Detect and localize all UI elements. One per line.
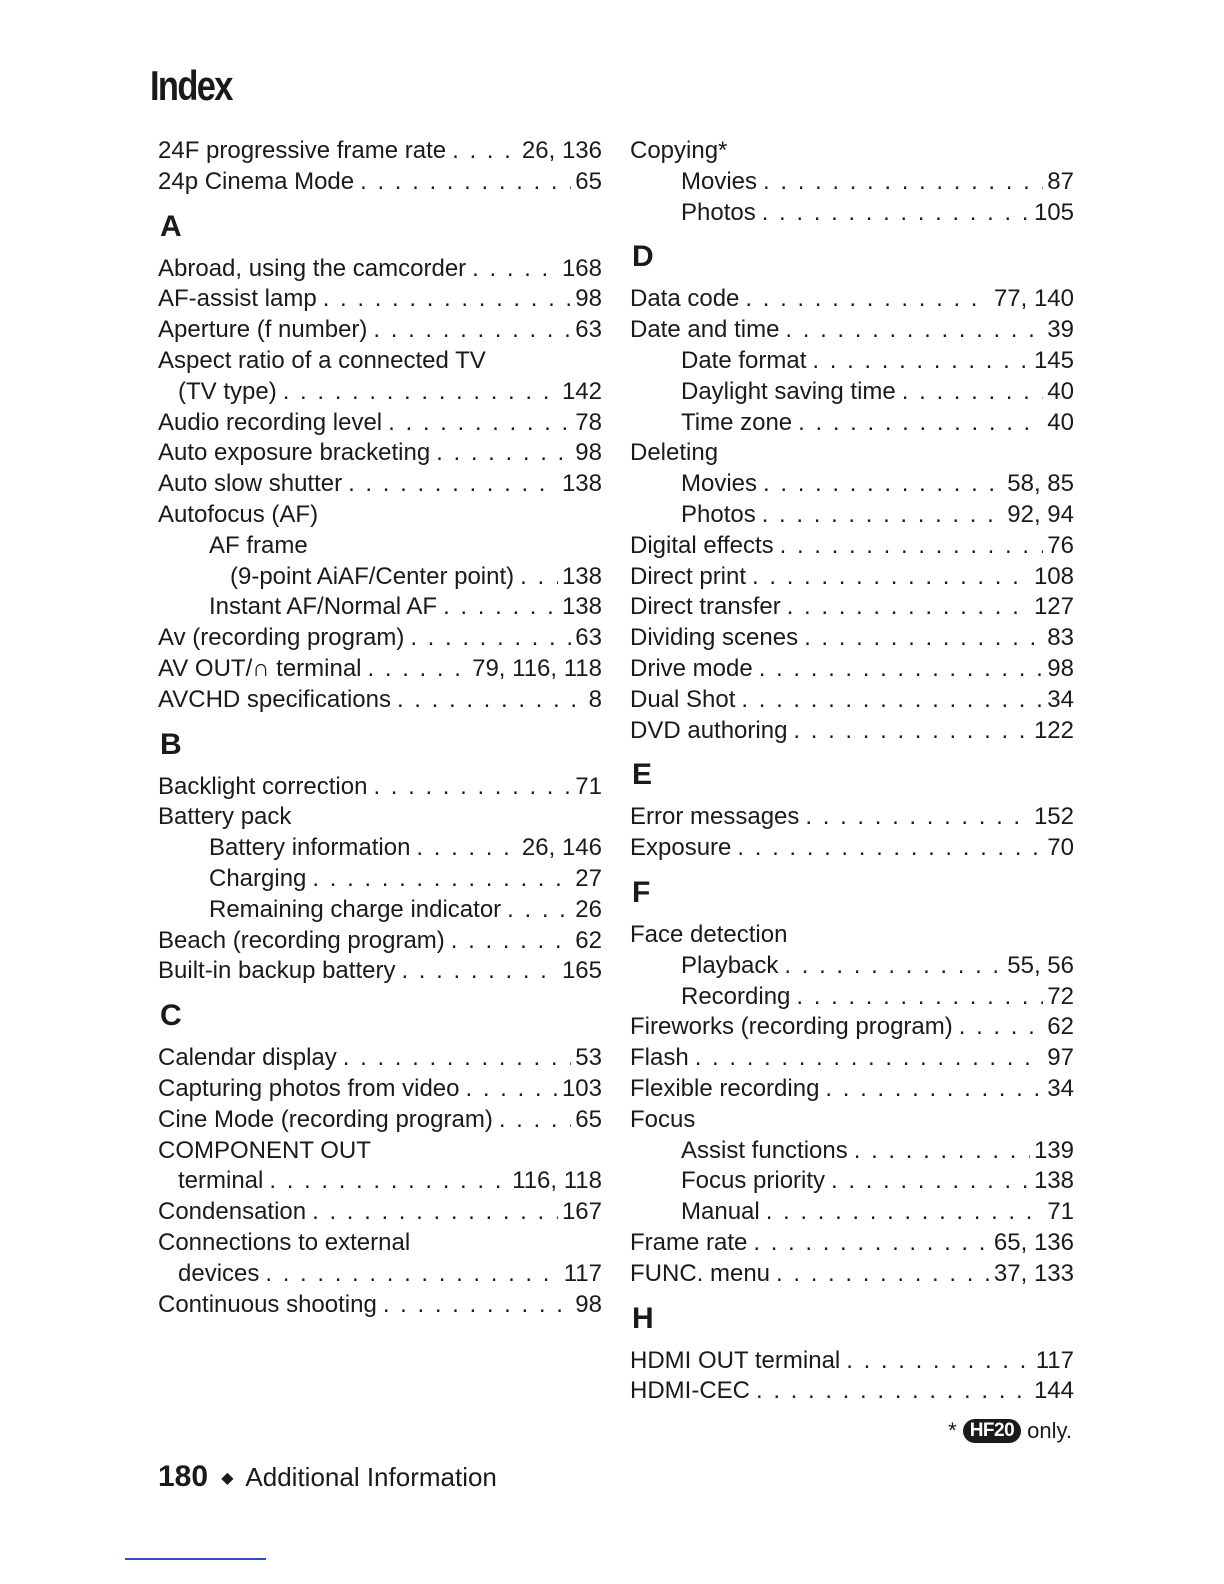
index-entry: [158, 167, 602, 198]
entry-label: Movies: [681, 167, 758, 195]
entry-label: Auto exposure bracketing: [158, 439, 431, 467]
footnote-text: only.: [1027, 1418, 1072, 1443]
dot-leader: [436, 438, 571, 469]
entry-label: Data code: [630, 285, 740, 313]
entry-label: Abroad, using the camcorder: [158, 254, 467, 282]
entry-label: Audio recording level: [158, 408, 383, 436]
index-entry: [158, 469, 602, 500]
entry-label: Photos: [681, 500, 756, 528]
entry-pages: 103: [561, 1074, 602, 1102]
entry-label: (TV type): [178, 377, 277, 405]
index-entry: [158, 654, 602, 685]
dot-leader: [762, 198, 1030, 229]
dot-leader: [507, 895, 571, 926]
dot-leader: [451, 926, 572, 957]
index-entry: [630, 1074, 1074, 1105]
entry-pages: 58, 85: [1007, 470, 1074, 498]
entry-pages: 34: [1047, 1074, 1074, 1102]
entry-pages: 92, 94: [1007, 500, 1074, 528]
section-letter: H: [632, 1301, 654, 1335]
index-entry: [630, 982, 1074, 1013]
section-letter: B: [160, 727, 182, 761]
entry-pages: 37, 133: [993, 1259, 1074, 1287]
index-entry: [630, 377, 1074, 408]
entry-pages: 105: [1033, 198, 1074, 226]
index-entry: [158, 895, 602, 926]
index-entry: [630, 1166, 1074, 1197]
entry-pages: 117: [1035, 1346, 1074, 1374]
bottom-rule: [125, 1558, 266, 1560]
index-entry: [630, 802, 1074, 833]
entry-pages: 97: [1047, 1044, 1074, 1072]
dot-leader: [452, 136, 518, 167]
entry-label: Face detection: [630, 920, 788, 948]
entry-pages: 98: [575, 285, 602, 313]
index-entry: [158, 623, 602, 654]
entry-pages: 71: [575, 772, 602, 800]
entry-label: AF-assist lamp: [158, 285, 317, 313]
index-entry: [630, 951, 1074, 982]
dot-leader: [780, 531, 1044, 562]
entry-label: COMPONENT OUT: [158, 1136, 371, 1164]
entry-pages: 138: [1033, 1167, 1074, 1195]
dot-leader: [265, 1259, 559, 1290]
section-letter: D: [632, 240, 654, 274]
entry-label: Condensation: [158, 1198, 307, 1226]
index-entry: [630, 1376, 1074, 1407]
entry-label: Playback: [681, 951, 779, 979]
entry-label: Date and time: [630, 316, 780, 344]
index-entry: [630, 1105, 1074, 1136]
entry-pages: 8: [588, 685, 602, 713]
entry-pages: 83: [1047, 624, 1074, 652]
dot-leader: [343, 1043, 572, 1074]
entry-label: Direct transfer: [630, 593, 781, 621]
dot-leader: [798, 408, 1043, 439]
entry-label: Manual: [681, 1198, 760, 1226]
dot-leader: [752, 562, 1030, 593]
entry-label: Battery information: [209, 834, 411, 862]
dot-leader: [741, 685, 1043, 716]
index-entry: [630, 500, 1074, 531]
index-entry: [158, 377, 602, 408]
dot-leader: [762, 500, 1004, 531]
dot-leader: [902, 377, 1044, 408]
entry-label: Aspect ratio of a connected TV: [158, 346, 486, 374]
entry-label: Focus: [630, 1105, 696, 1133]
index-entry: [630, 469, 1074, 500]
entry-label: Cine Mode (recording program): [158, 1105, 493, 1133]
entry-pages: 26, 146: [521, 834, 602, 862]
entry-pages: 72: [1047, 982, 1074, 1010]
entry-pages: 63: [575, 316, 602, 344]
index-entry: [630, 1043, 1074, 1074]
entry-label: Drive mode: [630, 654, 753, 682]
entry-label: Focus priority: [681, 1167, 826, 1195]
index-entry: [158, 531, 602, 562]
entry-pages: 39: [1047, 316, 1074, 344]
dot-leader: [825, 1074, 1043, 1105]
entry-label: Daylight saving time: [681, 377, 896, 405]
index-entry: [630, 716, 1074, 747]
index-entry: [158, 772, 602, 803]
index-entry: [630, 167, 1074, 198]
entry-label: Direct print: [630, 562, 747, 590]
entry-label: Flash: [630, 1044, 689, 1072]
index-entry: [630, 315, 1074, 346]
entry-pages: 53: [575, 1044, 602, 1072]
entry-label: Connections to external: [158, 1228, 411, 1256]
dot-leader: [283, 377, 558, 408]
entry-label: Charging: [209, 864, 307, 892]
entry-pages: 79, 116, 118: [472, 654, 602, 682]
entry-label: 24p Cinema Mode: [158, 167, 355, 195]
dot-leader: [804, 623, 1043, 654]
dot-leader: [312, 1197, 558, 1228]
index-entry: [158, 1166, 602, 1197]
index-entry: [630, 136, 1074, 167]
page-footer: [158, 1460, 497, 1494]
entry-label: Digital effects: [630, 531, 774, 559]
footnote: [948, 1418, 1072, 1444]
index-entry: [158, 926, 602, 957]
entry-label: Av (recording program): [158, 624, 405, 652]
section-letter: F: [632, 875, 651, 909]
entry-label: Instant AF/Normal AF: [209, 593, 438, 621]
entry-pages: 34: [1047, 685, 1074, 713]
index-entry: [630, 1012, 1074, 1043]
index-column-left: [158, 136, 602, 1320]
entry-label: Autofocus (AF): [158, 500, 319, 528]
entry-pages: 108: [1033, 562, 1074, 590]
dot-leader: [784, 951, 1003, 982]
entry-label: Assist functions: [681, 1136, 848, 1164]
entry-label: Aperture (f number): [158, 316, 368, 344]
entry-label: Time zone: [681, 408, 793, 436]
dot-leader: [348, 469, 558, 500]
dot-leader: [831, 1166, 1030, 1197]
section-title: Additional Information: [245, 1462, 497, 1492]
entry-label: DVD authoring: [630, 716, 788, 744]
entry-label: Continuous shooting: [158, 1290, 377, 1318]
entry-pages: 116, 118: [512, 1167, 602, 1195]
entry-pages: 71: [1047, 1198, 1074, 1226]
dot-leader: [695, 1043, 1044, 1074]
entry-pages: 98: [575, 439, 602, 467]
dot-leader: [373, 772, 571, 803]
section-letter: C: [160, 999, 182, 1033]
entry-pages: 40: [1047, 377, 1074, 405]
dot-leader: [383, 1290, 571, 1321]
entry-pages: 139: [1033, 1136, 1074, 1164]
dot-leader: [312, 864, 571, 895]
entry-pages: 145: [1033, 346, 1074, 374]
dot-leader: [785, 315, 1043, 346]
index-entry: [158, 956, 602, 987]
index-entry: [630, 1259, 1074, 1290]
index-entry: [158, 438, 602, 469]
entry-label: Exposure: [630, 834, 732, 862]
entry-pages: 98: [1047, 654, 1074, 682]
index-entry: [630, 623, 1074, 654]
index-entry: [630, 408, 1074, 439]
entry-pages: 40: [1047, 408, 1074, 436]
entry-label: Battery pack: [158, 803, 292, 831]
index-entry: [158, 1290, 602, 1321]
entry-label: Photos: [681, 198, 756, 226]
entry-pages: 138: [561, 562, 602, 590]
index-entry: [630, 346, 1074, 377]
entry-pages: 62: [575, 926, 602, 954]
entry-label: Error messages: [630, 803, 800, 831]
dot-leader: [443, 592, 558, 623]
index-entry: [630, 833, 1074, 864]
entry-label: Recording: [681, 982, 791, 1010]
entry-label: Dual Shot: [630, 685, 736, 713]
entry-label: Built-in backup battery: [158, 957, 396, 985]
index-entry: [158, 346, 602, 377]
entry-pages: 62: [1047, 1013, 1074, 1041]
entry-pages: 77, 140: [993, 285, 1074, 313]
diamond-icon: ◆: [221, 1470, 234, 1487]
index-entry: [158, 408, 602, 439]
entry-pages: 26, 136: [521, 137, 602, 164]
dot-leader: [520, 562, 558, 593]
entry-pages: 142: [561, 377, 602, 405]
entry-pages: 27: [575, 864, 602, 892]
index-entry: [630, 592, 1074, 623]
entry-pages: 168: [561, 254, 602, 282]
entry-label: Deleting: [630, 439, 719, 467]
entry-pages: 63: [575, 624, 602, 652]
entry-pages: 87: [1047, 167, 1074, 195]
page-number: 180: [158, 1460, 209, 1493]
entry-pages: 152: [1033, 803, 1074, 831]
index-entry: [158, 315, 602, 346]
dot-leader: [776, 1259, 990, 1290]
entry-label: 24F progressive frame rate: [158, 137, 447, 164]
entry-pages: 76: [1047, 531, 1074, 559]
entry-label: Date format: [681, 346, 807, 374]
index-entry: [158, 864, 602, 895]
dot-leader: [397, 685, 585, 716]
dot-leader: [759, 654, 1044, 685]
entry-label: devices: [178, 1259, 260, 1287]
index-entry: [630, 562, 1074, 593]
model-badge: HF20: [963, 1419, 1021, 1443]
dot-leader: [763, 167, 1043, 198]
index-entry: [630, 198, 1074, 229]
dot-leader: [846, 1346, 1031, 1377]
dot-leader: [766, 1197, 1044, 1228]
index-entry: [158, 254, 602, 285]
entry-label: AVCHD specifications: [158, 685, 391, 713]
index-entry: [158, 685, 602, 716]
index-entry: [158, 284, 602, 315]
dot-leader: [368, 654, 469, 685]
entry-label: Capturing photos from video: [158, 1074, 460, 1102]
index-entry: [158, 1105, 602, 1136]
dot-leader: [269, 1166, 508, 1197]
dot-leader: [854, 1136, 1030, 1167]
entry-label: Backlight correction: [158, 772, 368, 800]
dot-leader: [959, 1012, 1044, 1043]
entry-label: Fireworks (recording program): [630, 1013, 953, 1041]
entry-pages: 138: [561, 593, 602, 621]
index-entry: [630, 920, 1074, 951]
dot-leader: [793, 716, 1030, 747]
page-title: Index: [150, 62, 232, 109]
index-entry: [158, 592, 602, 623]
dot-leader: [812, 346, 1030, 377]
dot-leader: [499, 1105, 571, 1136]
entry-label: HDMI OUT terminal: [630, 1346, 841, 1374]
dot-leader: [360, 167, 571, 198]
index-entry: [158, 1228, 602, 1259]
dot-leader: [401, 956, 557, 987]
entry-pages: 144: [1033, 1377, 1074, 1405]
dot-leader: [805, 802, 1030, 833]
index-entry: [158, 1197, 602, 1228]
entry-pages: 65: [575, 167, 602, 195]
index-column-right: [630, 136, 1074, 1407]
entry-label: Remaining charge indicator: [209, 895, 502, 923]
index-entry: [630, 531, 1074, 562]
entry-label: Copying*: [630, 137, 728, 164]
index-entry: [630, 1228, 1074, 1259]
index-entry: [630, 1346, 1074, 1377]
entry-label: Beach (recording program): [158, 926, 445, 954]
dot-leader: [373, 315, 571, 346]
dot-leader: [753, 1228, 990, 1259]
entry-pages: 98: [575, 1290, 602, 1318]
entry-pages: 26: [575, 895, 602, 923]
entry-pages: 117: [563, 1259, 602, 1287]
index-entry: [158, 1043, 602, 1074]
entry-label: FUNC. menu: [630, 1259, 771, 1287]
entry-label: terminal: [178, 1167, 264, 1195]
entry-label: Movies: [681, 470, 758, 498]
entry-label: Dividing scenes: [630, 624, 799, 652]
index-entry: [158, 1074, 602, 1105]
index-entry: [630, 1136, 1074, 1167]
index-entry: [630, 654, 1074, 685]
entry-pages: 65: [575, 1105, 602, 1133]
entry-label: Frame rate: [630, 1228, 748, 1256]
index-entry: [158, 1259, 602, 1290]
section-letter: E: [632, 758, 653, 792]
footnote-mark: *: [948, 1418, 957, 1443]
dot-leader: [416, 833, 518, 864]
index-entry: [158, 833, 602, 864]
entry-label: Calendar display: [158, 1044, 337, 1072]
entry-pages: 55, 56: [1007, 951, 1074, 979]
entry-label: AF frame: [209, 531, 308, 559]
entry-pages: 65, 136: [993, 1228, 1074, 1256]
index-entry: [158, 1136, 602, 1167]
entry-label: Flexible recording: [630, 1074, 820, 1102]
dot-leader: [737, 833, 1043, 864]
dot-leader: [323, 284, 572, 315]
index-entry: [158, 562, 602, 593]
dot-leader: [410, 623, 571, 654]
index-entry: [630, 438, 1074, 469]
entry-pages: 70: [1047, 834, 1074, 862]
dot-leader: [472, 254, 558, 285]
dot-leader: [796, 982, 1043, 1013]
index-entry: [630, 1197, 1074, 1228]
entry-label: Auto slow shutter: [158, 470, 343, 498]
dot-leader: [466, 1074, 558, 1105]
entry-pages: 165: [561, 957, 602, 985]
entry-label: (9-point AiAF/Center point): [230, 562, 515, 590]
entry-pages: 127: [1033, 593, 1074, 621]
dot-leader: [745, 284, 990, 315]
dot-leader: [787, 592, 1030, 623]
index-entry: [630, 685, 1074, 716]
section-letter: A: [160, 209, 182, 243]
dot-leader: [756, 1376, 1030, 1407]
index-entry: [158, 802, 602, 833]
entry-pages: 122: [1033, 716, 1074, 744]
entry-pages: 138: [561, 470, 602, 498]
entry-label: AV OUT/∩ terminal: [158, 654, 362, 682]
entry-label: HDMI-CEC: [630, 1377, 750, 1405]
entry-pages: 78: [575, 408, 602, 436]
index-entry: [158, 136, 602, 167]
dot-leader: [388, 408, 571, 439]
index-entry: [630, 284, 1074, 315]
entry-pages: 167: [561, 1198, 602, 1226]
index-entry: [158, 500, 602, 531]
dot-leader: [763, 469, 1003, 500]
